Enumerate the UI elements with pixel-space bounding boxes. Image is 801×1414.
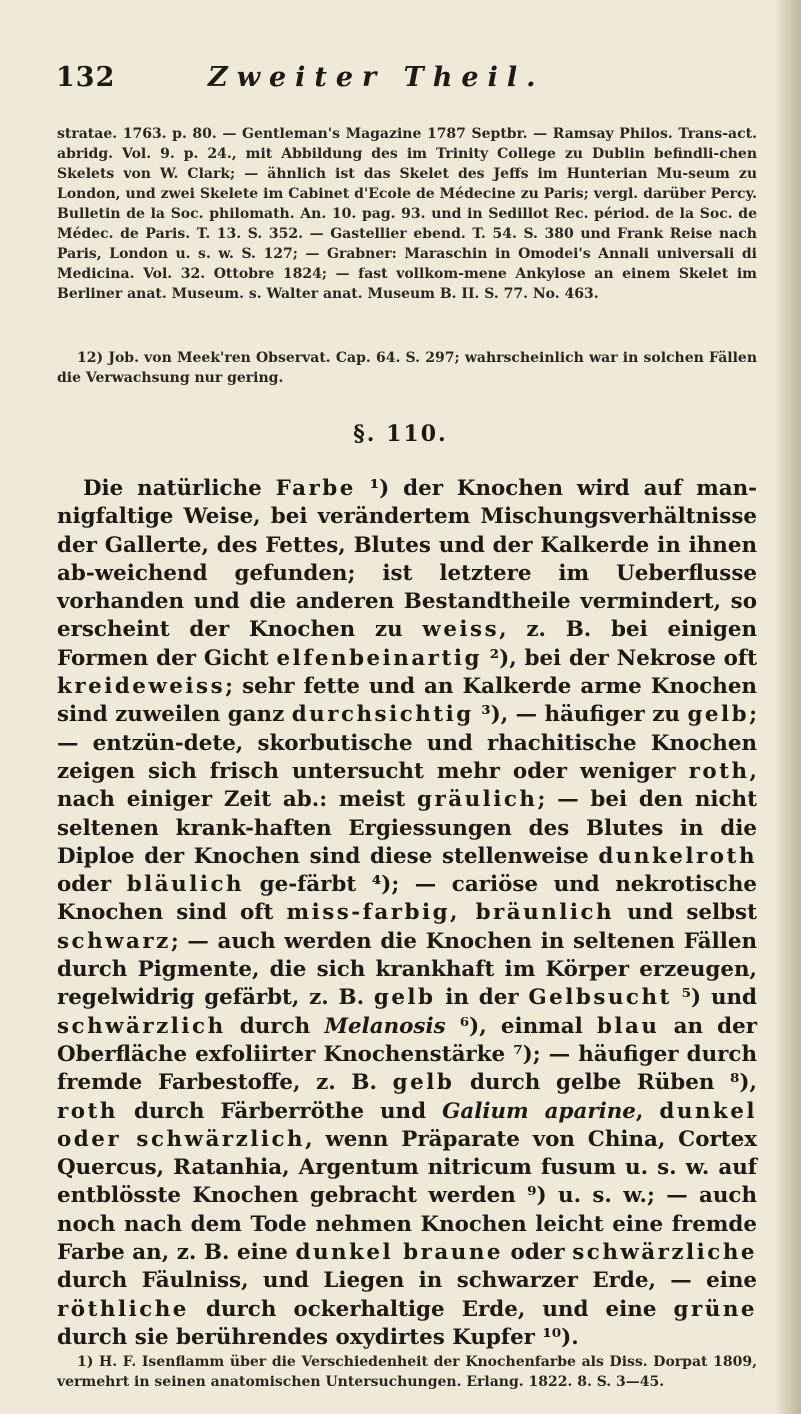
page-number: 132	[56, 62, 116, 93]
footnote-text: 12) Job. von Meek'ren Observat. Cap. 64. S. 297; wahrscheinlich war in solchen Fällen die Verwachsung nur gering.	[57, 350, 757, 386]
footnote-text: stratae. 1763. p. 80. — Gentleman's Magazine 1787 Septbr. — Ramsay Philos. Trans-act. abridg. Vol. 9. p. 24., mit Abbildung des im Trinity College zu Dublin befindli-chen Skelets von W. Clark; — ähnlich ist das Skelet des Jeffs im Hunterian Mu-seum zu London, und zwei Skelete im Cabinet d'Ecole de Médecine zu Paris; vergl. darüber Percy. Bulletin de la Soc. philomath. An. 10. pag. 93. und in Sedillot Rec. périod. de la Soc. de Médec. de Paris. T. 13. S. 352. — Gastellier ebend. T. 54. S. 380 und Frank Reise nach Paris, London u. s. w. S. 127; — Grabner: Maraschin in Omodei's Annali universali di Medicina. Vol. 32. Ottobre 1824; — fast vollkom-mene Ankylose an einem Skelet im Berliner anat. Museum. s. Walter anat. Museum B. II. S. 77. No. 463.	[57, 126, 757, 302]
footnote-continuation	[57, 124, 757, 304]
footnote-12	[57, 348, 757, 388]
paragraph: Die natürliche Farbe ¹) der Knochen wird auf man-nigfaltige Weise, bei verändertem Mischungsverhältnisse der Gallerte, des Fettes, Blutes und der Kalkerde in ihnen ab-weichend gefunden; ist letztere im Ueberflusse vorhanden und die anderen Bestandtheile vermindert, so erscheint der Knochen zu weiss, z. B. bei einigen Formen der Gicht elfenbeinartig ²), bei der Nekrose oft kreideweiss; sehr fette und an Kalkerde arme Knochen sind zuweilen ganz durchsichtig ³), — häufiger zu gelb; — entzün-dete, skorbutische und rhachitische Knochen zeigen sich frisch untersucht mehr oder weniger roth, nach einiger Zeit ab.: meist gräulich; — bei den nicht seltenen krank-haften Ergiessungen des Blutes in die Diploe der Knochen sind diese stellenweise dunkelroth oder bläulich ge-färbt ⁴); — cariöse und nekrotische Knochen sind oft miss-farbig, bräunlich und selbst schwarz; — auch werden die Knochen in seltenen Fällen durch Pigmente, die sich krankhaft im Körper erzeugen, regelwidrig gefärbt, z. B. gelb in der Gelbsucht ⁵) und schwärzlich durch Melanosis ⁶), einmal blau an der Oberfläche exfoliirter Knochenstärke ⁷); — häufiger durch fremde Farbestoffe, z. B. gelb durch gelbe Rüben ⁸), roth durch Färberröthe und Galium aparine, dunkel oder schwärzlich, wenn Präparate von China, Cortex Quercus, Ratanhia, Argentum nitricum fusum u. s. w. auf entblösste Knochen gebracht werden ⁹) u. s. w.; — auch noch nach dem Tode nehmen Knochen leicht eine fremde Farbe an, z. B. eine dunkel braune oder schwärzliche durch Fäulniss, und Liegen in schwarzer Erde, — eine röthliche durch ockerhaltige Erde, und eine grüne durch sie berührendes oxydirtes Kupfer ¹⁰).	[57, 476, 758, 1350]
footnote-1	[57, 1352, 757, 1392]
main-paragraph	[57, 475, 757, 1352]
section-heading: §. 110.	[353, 421, 448, 447]
footnote-text: 1) H. F. Isenflamm über die Verschiedenheit der Knochenfarbe als Diss. Dorpat 1809, vermehrt in seinen anatomischen Untersuchungen. Erlang. 1822. 8. S. 3—45.	[57, 1354, 757, 1390]
running-head: Zweiter Theil.	[208, 62, 545, 93]
page-header	[56, 62, 746, 102]
page-edge-shadow	[775, 0, 801, 1414]
